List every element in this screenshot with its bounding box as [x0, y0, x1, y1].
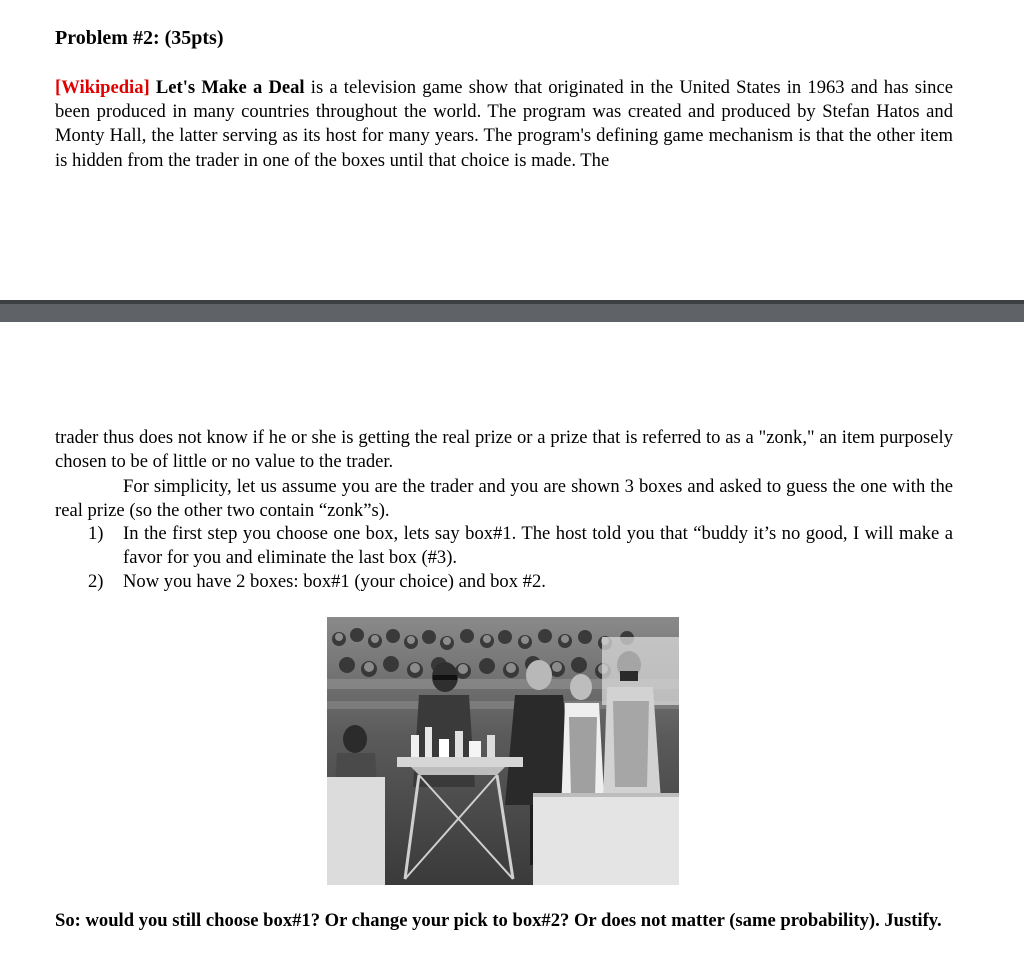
game-show-photo-illustration: [327, 617, 679, 885]
list-item: [55, 570, 953, 594]
game-show-photo: [327, 617, 679, 885]
page-break-shadow: [0, 300, 1024, 304]
question-paragraph: So: would you still choose box#1? Or change your pick to box#2? Or does not matter (same probability). Justify.: [55, 910, 942, 931]
list-item-number: 1): [88, 523, 104, 544]
list-item: [55, 522, 953, 570]
steps-list: [55, 522, 953, 595]
intro-text: is a television game show that originated in the United States in 1963 and has since been produced in many countries throughout the world. The program was created and produced by Stefan Hatos and Monty Hall, the latter serving as its host for many years. The program's defining game mechanism is that the other item is hidden from the trader in one of the boxes until that choice is made. The: [55, 77, 953, 171]
page-1: [0, 0, 1024, 300]
intro-continued-paragraph: trader thus does not know if he or she is getting the real prize or a prize that is referred to as a "zonk," an item purposely chosen to be of little or no value to the trader.: [55, 427, 953, 473]
list-item-text: In the first step you choose one box, lets say box#1. The host told you that “buddy it’s no good, I will make a favor for you and eliminate the last box (#3).: [123, 523, 953, 569]
show-title: Let's Make a Deal: [155, 77, 305, 98]
setup-paragraph: For simplicity, let us assume you are the trader and you are shown 3 boxes and asked to guess the one with the real prize (so the other two contain “zonk”s).: [55, 476, 953, 522]
list-item-text: Now you have 2 boxes: box#1 (your choice) and box #2.: [123, 571, 546, 593]
intro-paragraph: [55, 76, 953, 173]
problem-heading: Problem #2: (35pts): [55, 27, 224, 49]
source-tag: [Wikipedia]: [55, 77, 150, 98]
list-item-number: 2): [88, 571, 104, 593]
